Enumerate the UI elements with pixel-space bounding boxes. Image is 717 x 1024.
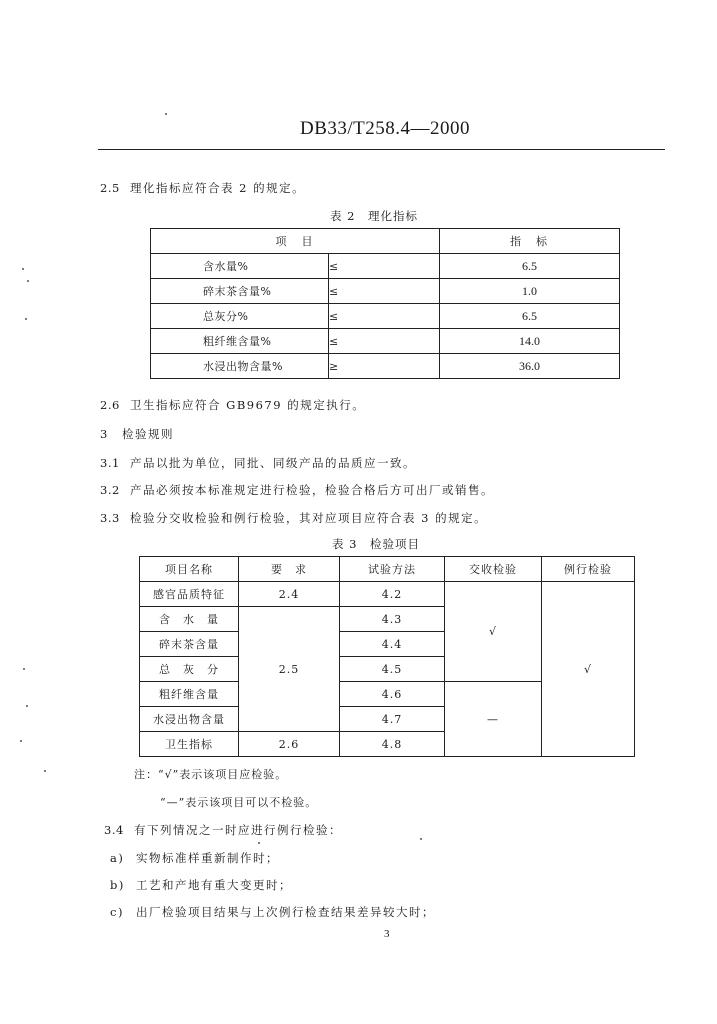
row-name: 总灰分% <box>151 304 329 329</box>
list-item-text: 实物标准样重新制作时； <box>136 851 279 865</box>
clause-3-4 <box>104 822 342 838</box>
row-value: 14.0 <box>440 329 620 354</box>
table-row <box>151 279 620 304</box>
scan-speck <box>20 740 22 742</box>
row-value: 6.5 <box>440 254 620 279</box>
row-name: 碎末茶含量% <box>151 279 329 304</box>
row-name: 粗纤维含量% <box>151 329 329 354</box>
clause-2-6 <box>100 397 365 413</box>
row-name: 粗纤维含量 <box>140 682 239 707</box>
scan-speck <box>27 280 29 282</box>
table-note-check: 注：“√”表示该项目应检验。 <box>134 768 288 781</box>
clause-text: 卫生指标应符合 GB9679 的规定执行。 <box>130 398 366 412</box>
table-header-row <box>140 557 635 582</box>
row-method: 4.3 <box>340 607 445 632</box>
table3-header-method: 试验方法 <box>340 557 445 582</box>
row-requirement: 2.4 <box>239 582 340 607</box>
scan-speck <box>165 113 167 115</box>
row-name: 水浸出物含量% <box>151 354 329 379</box>
document-code-header: DB33/T258.4—2000 <box>300 118 471 139</box>
row-requirement: 2.6 <box>239 732 340 757</box>
row-name: 水浸出物含量 <box>140 707 239 732</box>
row-operator: ≤ <box>329 329 440 354</box>
table-row <box>151 254 620 279</box>
scan-speck <box>26 705 28 707</box>
scan-speck <box>25 318 27 320</box>
table-row <box>151 304 620 329</box>
clause-number: 2.6 <box>100 398 120 412</box>
row-value: 36.0 <box>440 354 620 379</box>
row-method: 4.2 <box>340 582 445 607</box>
clause-number: 3.2 <box>100 483 120 497</box>
row-name: 含 水 量 <box>140 607 239 632</box>
row-method: 4.4 <box>340 632 445 657</box>
row-method: 4.8 <box>340 732 445 757</box>
row-operator: ≥ <box>329 354 440 379</box>
scan-speck <box>258 842 260 844</box>
scan-speck <box>22 268 24 270</box>
section-title: 检验规则 <box>122 427 174 441</box>
clause-3-1 <box>100 455 416 471</box>
table2-header-item: 项 目 <box>151 229 440 254</box>
row-operator: ≤ <box>329 279 440 304</box>
table-row <box>151 329 620 354</box>
clause-3-2 <box>100 482 494 498</box>
clause-number: 3.4 <box>104 823 124 837</box>
table-note-dash: “—”表示该项目可以不检验。 <box>160 796 318 809</box>
row-name: 含水量% <box>151 254 329 279</box>
list-item-text: 工艺和产地有重大变更时； <box>136 878 292 892</box>
page-number: 3 <box>384 928 390 940</box>
table3-header-requirement: 要 求 <box>239 557 340 582</box>
section-3-heading <box>100 426 174 442</box>
row-name: 卫生指标 <box>140 732 239 757</box>
list-item <box>110 850 279 866</box>
clause-number: 3.1 <box>100 456 120 470</box>
routine-check-mark: √ <box>542 582 635 757</box>
row-requirement: 2.5 <box>239 607 340 732</box>
row-operator: ≤ <box>329 304 440 329</box>
row-method: 4.6 <box>340 682 445 707</box>
table-header-row <box>151 229 620 254</box>
scan-speck <box>420 838 422 840</box>
row-name: 总 灰 分 <box>140 657 239 682</box>
clause-text: 产品以批为单位，同批、同级产品的品质应一致。 <box>130 456 416 470</box>
clause-text: 理化指标应符合表 2 的规定。 <box>130 181 306 195</box>
table3-inspection-items <box>139 556 635 757</box>
clause-text: 检验分交收检验和例行检验，其对应项目应符合表 3 的规定。 <box>130 511 488 525</box>
list-item <box>110 904 435 920</box>
table2-caption: 表 2 理化指标 <box>330 209 418 223</box>
table3-header-routine: 例行检验 <box>542 557 635 582</box>
section-number: 3 <box>100 427 109 441</box>
row-operator: ≤ <box>329 254 440 279</box>
clause-2-5 <box>100 180 305 196</box>
clause-text: 产品必须按本标准规定进行检验，检验合格后方可出厂或销售。 <box>130 483 494 497</box>
row-method: 4.7 <box>340 707 445 732</box>
list-item <box>110 877 292 893</box>
table3-caption: 表 3 检验项目 <box>332 537 420 551</box>
clause-number: 2.5 <box>100 181 120 195</box>
row-method: 4.5 <box>340 657 445 682</box>
list-item-label: b) <box>110 878 125 892</box>
table2-header-value: 指 标 <box>440 229 620 254</box>
table3-header-acceptance: 交收检验 <box>445 557 542 582</box>
row-value: 6.5 <box>440 304 620 329</box>
header-rule <box>98 149 665 150</box>
clause-text: 有下列情况之一时应进行例行检验： <box>134 823 342 837</box>
table3-header-name: 项目名称 <box>140 557 239 582</box>
row-name: 碎末茶含量 <box>140 632 239 657</box>
list-item-label: c) <box>110 905 124 919</box>
clause-3-3 <box>100 510 487 526</box>
table-row <box>151 354 620 379</box>
list-item-label: a) <box>110 851 125 865</box>
table-row <box>140 582 635 607</box>
scan-speck <box>44 770 46 772</box>
table2-physicochemical <box>150 228 620 379</box>
list-item-text: 出厂检验项目结果与上次例行检查结果差异较大时； <box>136 905 435 919</box>
row-name: 感官品质特征 <box>140 582 239 607</box>
clause-number: 3.3 <box>100 511 120 525</box>
acceptance-dash-mark: — <box>445 682 542 757</box>
scan-speck <box>23 668 25 670</box>
acceptance-check-mark: √ <box>445 582 542 682</box>
row-value: 1.0 <box>440 279 620 304</box>
